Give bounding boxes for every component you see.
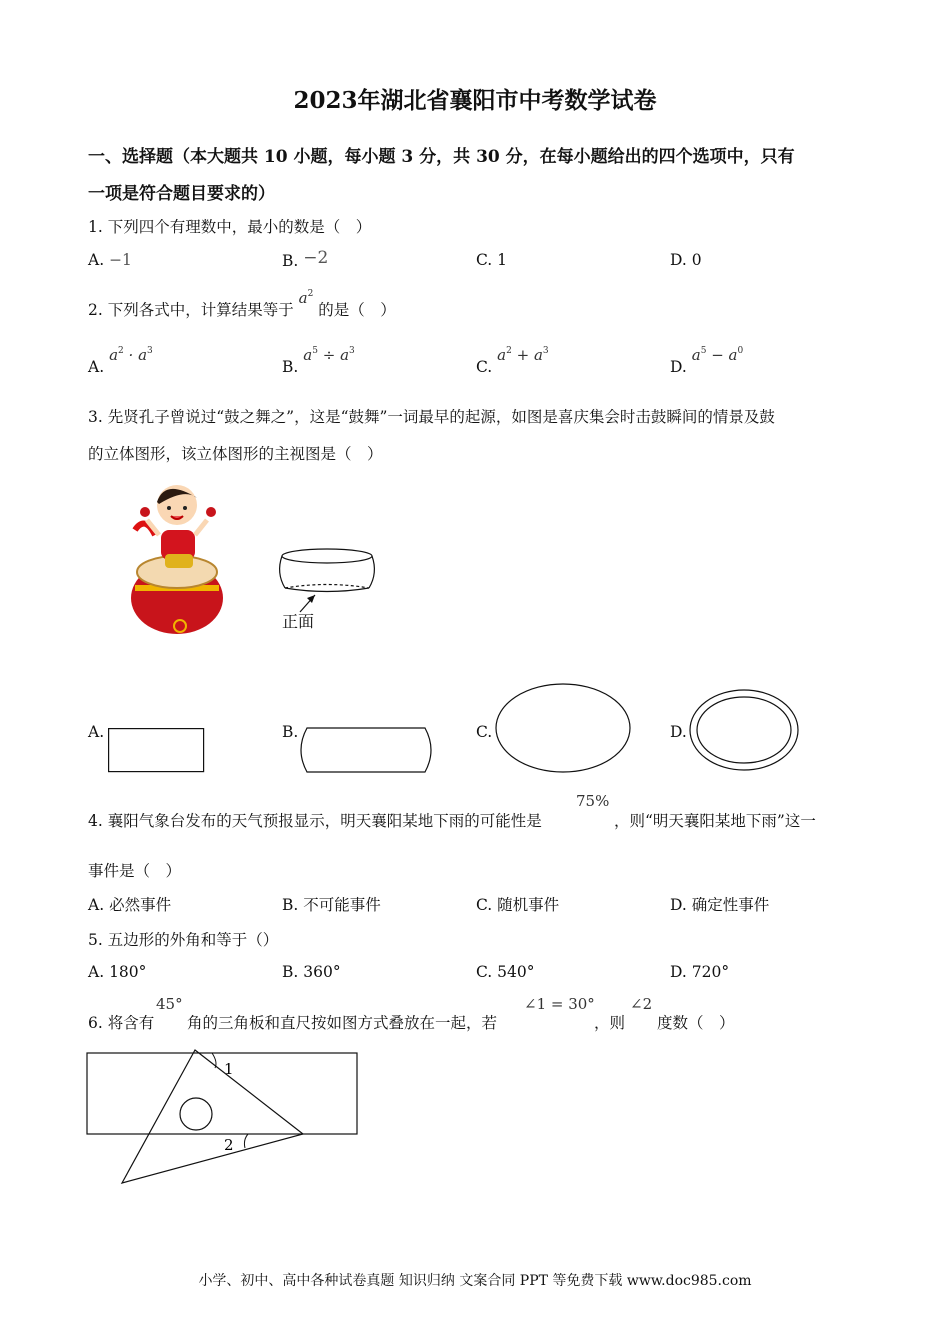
q2-option-d-label: D.: [670, 358, 687, 376]
q2-d-b2: a: [728, 346, 738, 364]
q4-option-d-label: D.: [670, 896, 687, 914]
q3-option-b-label: B.: [282, 723, 299, 741]
q4-option-d: [670, 893, 769, 915]
q2-option-a-expr: [109, 346, 153, 364]
q5-option-a-label: A.: [88, 963, 105, 981]
front-label: 正面: [282, 612, 315, 631]
q6-stem-p3: ，则: [594, 1014, 626, 1032]
q2-b-e2: 3: [349, 346, 355, 356]
q5-option-c: [476, 963, 535, 981]
q4-option-c-label: C.: [476, 896, 493, 914]
kid-eye-left: [167, 506, 171, 510]
q5-option-c-value: 540°: [497, 963, 535, 981]
q2-stem-exp: 2: [307, 289, 314, 299]
q2-c-e2: 3: [542, 346, 549, 356]
q3-stem-line1: 3. 先贤孔子曾说过“鼓之舞之”，这是“鼓舞”一词最早的起源，如图是喜庆集会时击鼓瞬间的情景及鼓: [88, 408, 775, 426]
q4-option-a-label: A.: [88, 896, 105, 914]
q2-c-op: +: [511, 346, 534, 364]
angle1-label: 1: [224, 1060, 234, 1078]
q2-stem-after: 的是（ ）: [318, 301, 396, 319]
q2-d-op: −: [706, 346, 729, 364]
q2-a-e2: 3: [147, 346, 153, 356]
q6-stem-p2: 角的三角板和直尺按如图方式叠放在一起，若: [187, 1014, 498, 1032]
q5-option-d-label: D.: [670, 963, 687, 981]
q2-option-b-expr: [303, 346, 354, 364]
q3-option-c-label: C.: [476, 723, 493, 741]
q2-c-e1: 2: [506, 346, 512, 356]
q3-stem-line2: 的立体图形，该立体图形的主视图是（ ）: [88, 445, 383, 463]
q2-option-a-label: A.: [88, 358, 105, 376]
section-heading-line2: 一项是符合题目要求的）: [88, 184, 275, 204]
drumstick-right: [206, 507, 216, 517]
q5-option-b-label: B.: [282, 963, 299, 981]
q1-option-a-label: A.: [88, 251, 105, 269]
option-d-outer: [690, 690, 798, 770]
q3-option-d-double-ellipse: [689, 689, 801, 773]
q6-stem-p4: 度数（ ）: [657, 1014, 735, 1032]
q2-stem-base: a: [298, 289, 308, 307]
q1-option-a: [88, 251, 132, 269]
option-c-shape: [496, 684, 630, 772]
q1-option-d-value: 0: [691, 251, 702, 269]
q3-option-d-label: D.: [670, 723, 687, 741]
q3-option-b-barrel: [301, 727, 435, 775]
q5-option-d: [670, 963, 729, 981]
q2-d-e1: 5: [700, 346, 707, 356]
q5-option-c-label: C.: [476, 963, 493, 981]
q2-option-c-expr: [497, 346, 548, 364]
drum-figure-top-ellipse: [282, 549, 372, 563]
q2-stem-before: 2. 下列各式中，计算结果等于: [88, 301, 294, 319]
q1-option-d-label: D.: [670, 251, 687, 269]
q1-option-c-value: 1: [497, 251, 508, 269]
q1-option-b-label: B.: [282, 252, 299, 270]
q4-stem-line2: 事件是（ ）: [88, 862, 182, 880]
q4-option-a-value: 必然事件: [109, 896, 172, 914]
q6-stem-p1: 6. 将含有: [88, 1014, 155, 1032]
q2-option-c-label: C.: [476, 358, 493, 376]
q2-stem: [88, 289, 396, 320]
q2-b-b1: a: [303, 346, 313, 364]
triangle-hole: [180, 1098, 212, 1130]
q4-stem-after: ，则“明天襄阳某地下雨”这一: [614, 812, 816, 830]
q4-option-b: [282, 893, 381, 915]
q6-angle-45: 45°: [156, 995, 183, 1013]
q3-option-c-ellipse: [495, 683, 633, 775]
triangle-45: [122, 1050, 303, 1183]
q1-stem: 1. 下列四个有理数中，最小的数是（ ）: [88, 218, 372, 236]
angle1-arc: [212, 1053, 216, 1068]
q3-option-a-rectangle: [108, 728, 206, 774]
q6-angle1-value: ∠1 = 30°: [524, 995, 595, 1013]
section-heading-line1: 一、选择题（本大题共 10 小题，每小题 3 分，共 30 分，在每小题给出的四个选项中，只有: [88, 147, 795, 167]
q1-option-c: [476, 251, 507, 269]
drum-figure-right-side: [369, 556, 374, 588]
q2-option-b: [282, 346, 355, 376]
q4-stem-before: 4. 襄阳气象台发布的天气预报显示，明天襄阳某地下雨的可能性是: [88, 812, 542, 830]
q2-c-b1: a: [497, 346, 507, 364]
kid-arm-right: [195, 520, 207, 535]
drumstick-left: [140, 507, 150, 517]
q5-stem: 5. 五边形的外角和等于（）: [88, 931, 279, 949]
drum-figure-bottom-back: [285, 585, 369, 589]
q2-a-b1: a: [109, 346, 119, 364]
q2-b-op: ÷: [317, 346, 341, 364]
q4-option-b-value: 不可能事件: [303, 896, 381, 914]
q2-c-b2: a: [533, 346, 543, 364]
q1-option-b: [282, 248, 329, 271]
q2-b-e1: 5: [312, 346, 318, 356]
q2-d-e2: 0: [737, 346, 744, 356]
option-a-shape: [109, 729, 204, 772]
angle2-arc: [244, 1134, 248, 1148]
q2-b-b2: a: [340, 346, 350, 364]
footer: 小学、初中、高中各种试卷真题 知识归纳 文案合同 PPT 等免费下载 www.doc985.com: [198, 1273, 752, 1289]
drum-3d-figure: [276, 540, 386, 620]
q2-option-c: [476, 346, 549, 376]
q4-option-b-label: B.: [282, 896, 299, 914]
kid-pants: [165, 554, 193, 568]
q1-option-a-value: −1: [109, 251, 132, 269]
kid-eye-right: [183, 506, 187, 510]
q2-a-b2: a: [138, 346, 148, 364]
option-b-shape: [301, 728, 431, 772]
q2-option-d-expr: [692, 346, 743, 364]
drum-kid-illustration: [125, 480, 230, 640]
drum-figure-bottom-front: [285, 588, 369, 592]
kid-mouth: [171, 516, 183, 519]
q2-option-d: [670, 346, 744, 376]
q3-option-a-label: A.: [88, 723, 105, 741]
q5-option-b-value: 360°: [303, 963, 341, 981]
q2-option-a: [88, 346, 153, 376]
angle2-label: 2: [224, 1136, 234, 1154]
q2-a-op: ·: [123, 346, 139, 364]
option-d-inner: [697, 697, 791, 763]
q6-triangle-ruler-figure: [86, 1050, 362, 1186]
q4-option-c-value: 随机事件: [497, 896, 560, 914]
q2-a-e1: 2: [118, 346, 124, 356]
q1-option-d: [670, 251, 702, 269]
ruler: [87, 1053, 357, 1134]
q5-option-a: [88, 963, 146, 981]
q2-stem-math: [299, 289, 314, 307]
q5-option-d-value: 720°: [691, 963, 730, 981]
q1-option-c-label: C.: [476, 251, 493, 269]
q2-d-b1: a: [691, 346, 701, 364]
drum-figure-left-side: [280, 556, 285, 588]
q2-option-b-label: B.: [282, 358, 299, 376]
q4-option-d-value: 确定性事件: [691, 896, 770, 914]
q4-option-c: [476, 893, 559, 915]
q4-option-a: [88, 893, 171, 915]
q4-percent: 75%: [576, 792, 610, 810]
q1-option-b-value: −2: [303, 248, 329, 268]
q5-option-a-value: 180°: [109, 963, 147, 981]
q5-option-b: [282, 963, 341, 981]
q6-angle2: ∠2: [630, 995, 653, 1013]
page-title: 2023年湖北省襄阳市中考数学试卷: [293, 87, 657, 114]
